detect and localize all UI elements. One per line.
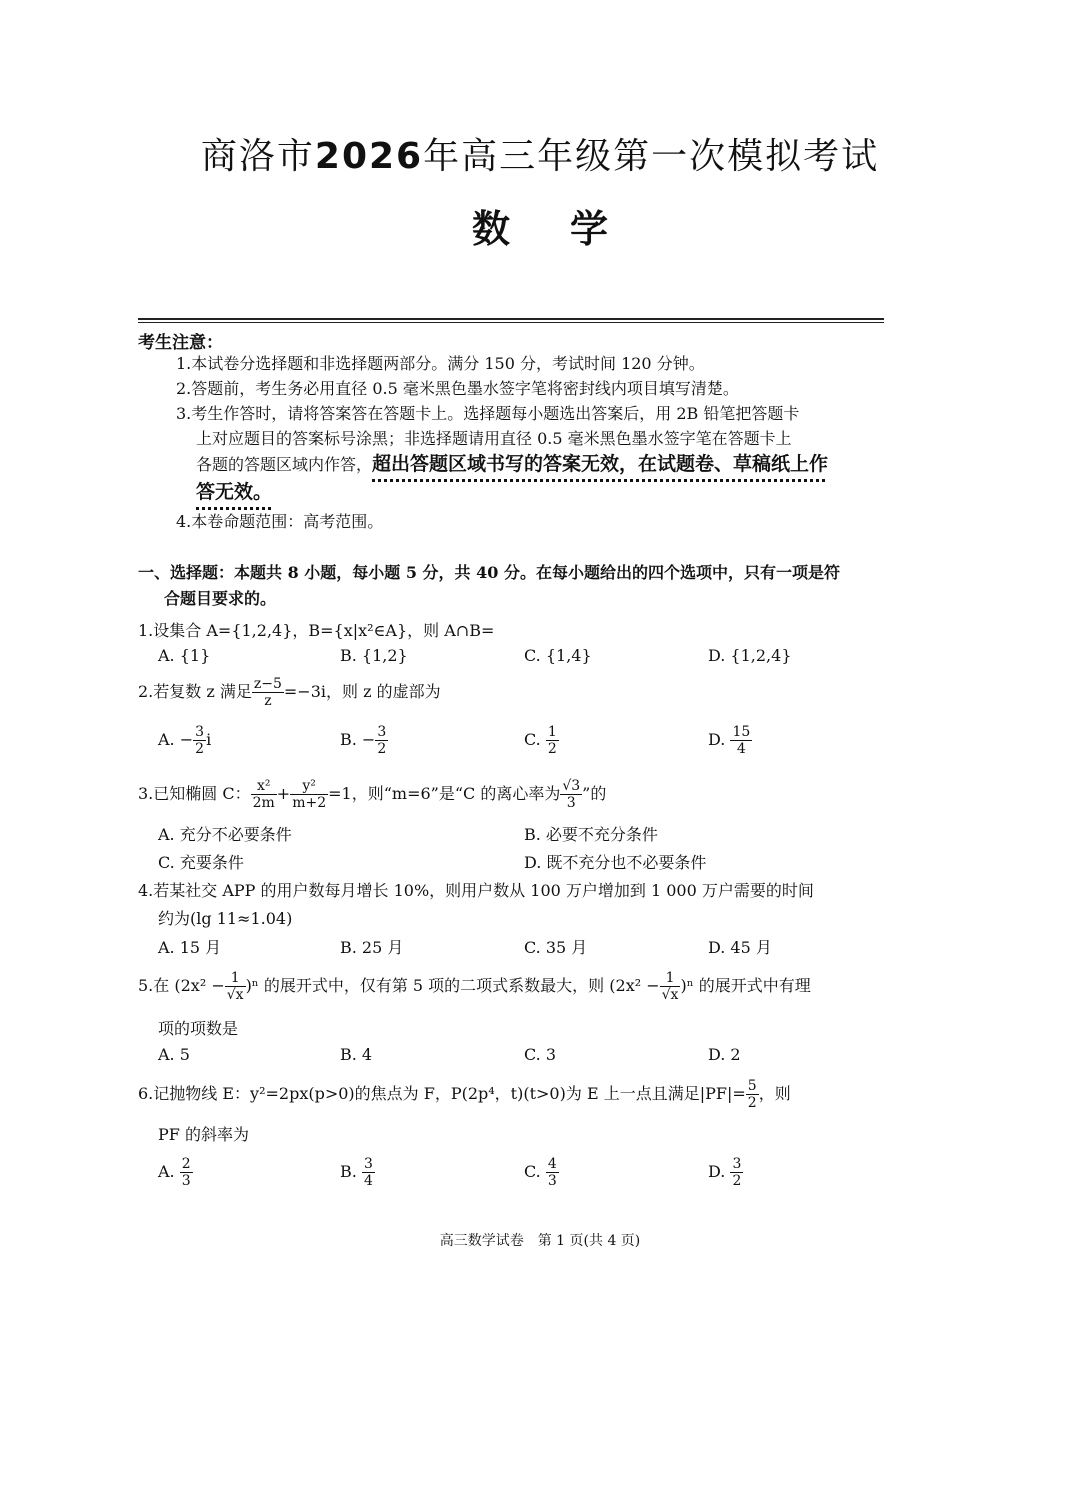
subject-title: 数学 bbox=[471, 206, 668, 251]
q2-b-den: 2 bbox=[377, 741, 387, 757]
q6-den: 2 bbox=[747, 1095, 757, 1111]
q6-c-frac bbox=[546, 1156, 559, 1189]
q3-frac-3 bbox=[560, 778, 582, 811]
q3-pre: 3.已知椭圆 C： bbox=[138, 784, 251, 803]
title-year: 2026 bbox=[314, 136, 424, 177]
q5-expr-2-den: √x bbox=[661, 987, 679, 1003]
q5-post: 的展开式中有理 bbox=[698, 976, 811, 995]
question-2-stem bbox=[138, 676, 441, 709]
q2-b-frac bbox=[375, 724, 388, 757]
q3-f1-num: x² bbox=[251, 778, 277, 795]
question-6-line2: PF 的斜率为 bbox=[158, 1125, 249, 1144]
q3-f2-den: m+2 bbox=[292, 795, 327, 811]
q3-f3-den: 3 bbox=[566, 795, 576, 811]
q3-f1-den: 2m bbox=[252, 795, 275, 811]
q6-a-pre: A. bbox=[158, 1162, 180, 1181]
q6-c-den: 3 bbox=[547, 1173, 557, 1189]
q6-pre: 6.记抛物线 E：y²=2px(p>0)的焦点为 F，P(2p⁴，t)(t>0)为 E 上一点且满足|PF|= bbox=[138, 1084, 746, 1103]
q2-a-post: i bbox=[206, 730, 212, 749]
q3-f2-num: y² bbox=[290, 778, 328, 795]
title-part1: 商洛市 bbox=[200, 136, 315, 177]
q2-c-num: 1 bbox=[547, 724, 557, 740]
q5-expr-1-b: )ⁿ bbox=[245, 976, 259, 995]
q6-b-den: 4 bbox=[363, 1173, 373, 1189]
q2-b-num: 3 bbox=[377, 724, 387, 740]
q5-expr-1-den: √x bbox=[226, 987, 244, 1003]
q3-mid: =1，则“m=6”是“C 的离心率为 bbox=[328, 784, 561, 803]
notice-item-3-line2: 上对应题目的答案标号涂黑；非选择题请用直径 0.5 毫米黑色墨水签字笔在答题卡上 bbox=[196, 429, 792, 448]
q6-a-num: 2 bbox=[181, 1156, 191, 1172]
q6-d-pre: D. bbox=[708, 1162, 731, 1181]
notice-item-1: 1.本试卷分选择题和非选择题两部分。满分 150 分，考试时间 120 分钟。 bbox=[176, 354, 705, 373]
q3-frac-2 bbox=[290, 778, 328, 811]
question-3-stem bbox=[138, 778, 606, 811]
q5-expr-2 bbox=[609, 970, 694, 1003]
divider-thick bbox=[138, 318, 884, 320]
question-5-option-a: A. 5 bbox=[158, 1045, 190, 1064]
q5-expr-1 bbox=[174, 970, 259, 1003]
q6-d-frac bbox=[730, 1156, 743, 1189]
q6-frac bbox=[746, 1078, 759, 1111]
divider-thin bbox=[138, 322, 884, 323]
question-2-option-d bbox=[708, 724, 752, 757]
question-2-fraction bbox=[252, 676, 284, 709]
q6-a-den: 3 bbox=[181, 1173, 191, 1189]
question-5-option-b: B. 4 bbox=[340, 1045, 373, 1064]
q6-b-pre: B. bbox=[340, 1162, 362, 1181]
q3-frac-1 bbox=[251, 778, 277, 811]
q6-post: ，则 bbox=[758, 1084, 791, 1103]
q2-c-den: 2 bbox=[547, 741, 557, 757]
question-6-option-a bbox=[158, 1156, 193, 1189]
q5-pre: 5.在 bbox=[138, 976, 170, 995]
q2-a-den: 2 bbox=[195, 741, 205, 757]
q6-d-den: 2 bbox=[732, 1173, 742, 1189]
question-2-stem-pre: 2.若复数 z 满足 bbox=[138, 682, 252, 701]
question-3-option-d: D. 既不充分也不必要条件 bbox=[524, 853, 707, 872]
question-2-option-a bbox=[158, 724, 211, 757]
question-6-option-b bbox=[340, 1156, 375, 1189]
notice-item-3-line3 bbox=[196, 452, 828, 477]
question-2-option-c bbox=[524, 724, 559, 757]
q5-expr-2-b: )ⁿ bbox=[680, 976, 694, 995]
question-6-option-d bbox=[708, 1156, 743, 1189]
question-4-line1: 4.若某社交 APP 的用户数每月增长 10%，则用户数从 100 万户增加到 1 000 万户需要的时间 bbox=[138, 881, 814, 900]
q6-c-pre: C. bbox=[524, 1162, 546, 1181]
notice-item-4: 4.本卷命题范围：高考范围。 bbox=[176, 512, 384, 531]
q2-d-pre: D. bbox=[708, 730, 731, 749]
notice-item-3-plain: 各题的答题区域内作答， bbox=[196, 455, 373, 474]
q5-expr-1-frac bbox=[225, 970, 246, 1003]
question-3-option-b: B. 必要不充分条件 bbox=[524, 825, 658, 844]
title-part2: 年高三年级第一次模拟考试 bbox=[423, 136, 880, 177]
notice-heading: 考生注意： bbox=[138, 333, 223, 353]
question-1-option-c: C. {1,4} bbox=[524, 646, 592, 665]
question-5-line2: 项的项数是 bbox=[158, 1019, 239, 1038]
q3-f3-num: √3 bbox=[562, 778, 581, 794]
page-footer: 高三数学试卷 第 1 页(共 4 页) bbox=[439, 1233, 641, 1249]
question-2-frac-num: z−5 bbox=[253, 676, 282, 692]
question-2-option-b bbox=[340, 724, 388, 757]
notice-item-2: 2.答题前，考生务必用直径 0.5 毫米黑色墨水签字笔将密封线内项目填写清楚。 bbox=[176, 379, 739, 398]
question-4-option-d: D. 45 月 bbox=[708, 938, 772, 957]
question-2-frac-den: z bbox=[264, 693, 272, 709]
q5-expr-2-a: (2x² − bbox=[609, 976, 660, 995]
question-5-option-c: C. 3 bbox=[524, 1045, 557, 1064]
question-4-option-a: A. 15 月 bbox=[158, 938, 222, 957]
exam-title bbox=[0, 128, 1080, 179]
notice-item-3-line1: 3.考生作答时，请将答案答在答题卡上。选择题每小题选出答案后，用 2B 铅笔把答题卡 bbox=[176, 404, 800, 423]
question-4-option-b: B. 25 月 bbox=[340, 938, 404, 957]
section-heading bbox=[138, 560, 840, 612]
question-6-line1 bbox=[138, 1078, 791, 1111]
question-6-option-c bbox=[524, 1156, 559, 1189]
question-4-option-c: C. 35 月 bbox=[524, 938, 588, 957]
q6-d-num: 3 bbox=[732, 1156, 742, 1172]
question-1-option-d: D. {1,2,4} bbox=[708, 646, 792, 665]
q6-num: 5 bbox=[747, 1078, 757, 1094]
q5-expr-2-num: 1 bbox=[660, 970, 681, 987]
question-4-line2: 约为(lg 11≈1.04) bbox=[158, 909, 293, 928]
q5-expr-1-a: (2x² − bbox=[174, 976, 225, 995]
question-3-option-c: C. 充要条件 bbox=[158, 853, 244, 872]
q2-d-frac bbox=[730, 724, 752, 757]
notice-item-3-line4 bbox=[196, 480, 272, 505]
question-5-stem bbox=[138, 970, 811, 1003]
q2-a-frac bbox=[193, 724, 206, 757]
q2-d-num: 15 bbox=[732, 724, 751, 740]
q2-a-pre: A. − bbox=[158, 730, 194, 749]
question-2-stem-post: =−3i，则 z 的虚部为 bbox=[283, 682, 441, 701]
q5-mid: 的展开式中，仅有第 5 项的二项式系数最大，则 bbox=[263, 976, 605, 995]
q3-post: ”的 bbox=[582, 784, 607, 803]
question-5-option-d: D. 2 bbox=[708, 1045, 741, 1064]
q2-b-pre: B. − bbox=[340, 730, 376, 749]
question-3-option-a: A. 充分不必要条件 bbox=[158, 825, 292, 844]
question-1-option-b: B. {1,2} bbox=[340, 646, 408, 665]
q5-expr-2-frac bbox=[660, 970, 681, 1003]
q5-expr-1-num: 1 bbox=[225, 970, 246, 987]
q2-c-frac bbox=[546, 724, 559, 757]
question-1-stem: 1.设集合 A={1,2,4}，B={x|x²∈A}，则 A∩B= bbox=[138, 621, 495, 640]
q6-a-frac bbox=[180, 1156, 193, 1189]
notice-item-3-emphasis-end: 答无效。 bbox=[196, 481, 273, 503]
q3-plus: + bbox=[276, 784, 291, 803]
q6-b-frac bbox=[362, 1156, 375, 1189]
q2-a-num: 3 bbox=[195, 724, 205, 740]
section-heading-line1: 一、选择题：本题共 8 小题，每小题 5 分，共 40 分。在每小题给出的四个选项中，只有一项是符 bbox=[138, 563, 840, 582]
q2-d-den: 4 bbox=[736, 741, 746, 757]
question-1-option-a: A. {1} bbox=[158, 646, 211, 665]
q6-b-num: 3 bbox=[363, 1156, 373, 1172]
q2-c-pre: C. bbox=[524, 730, 546, 749]
section-heading-line2: 合题目要求的。 bbox=[164, 589, 277, 608]
notice-item-3-emphasis: 超出答题区域书写的答案无效，在试题卷、草稿纸上作 bbox=[372, 453, 829, 475]
q6-c-num: 4 bbox=[547, 1156, 557, 1172]
